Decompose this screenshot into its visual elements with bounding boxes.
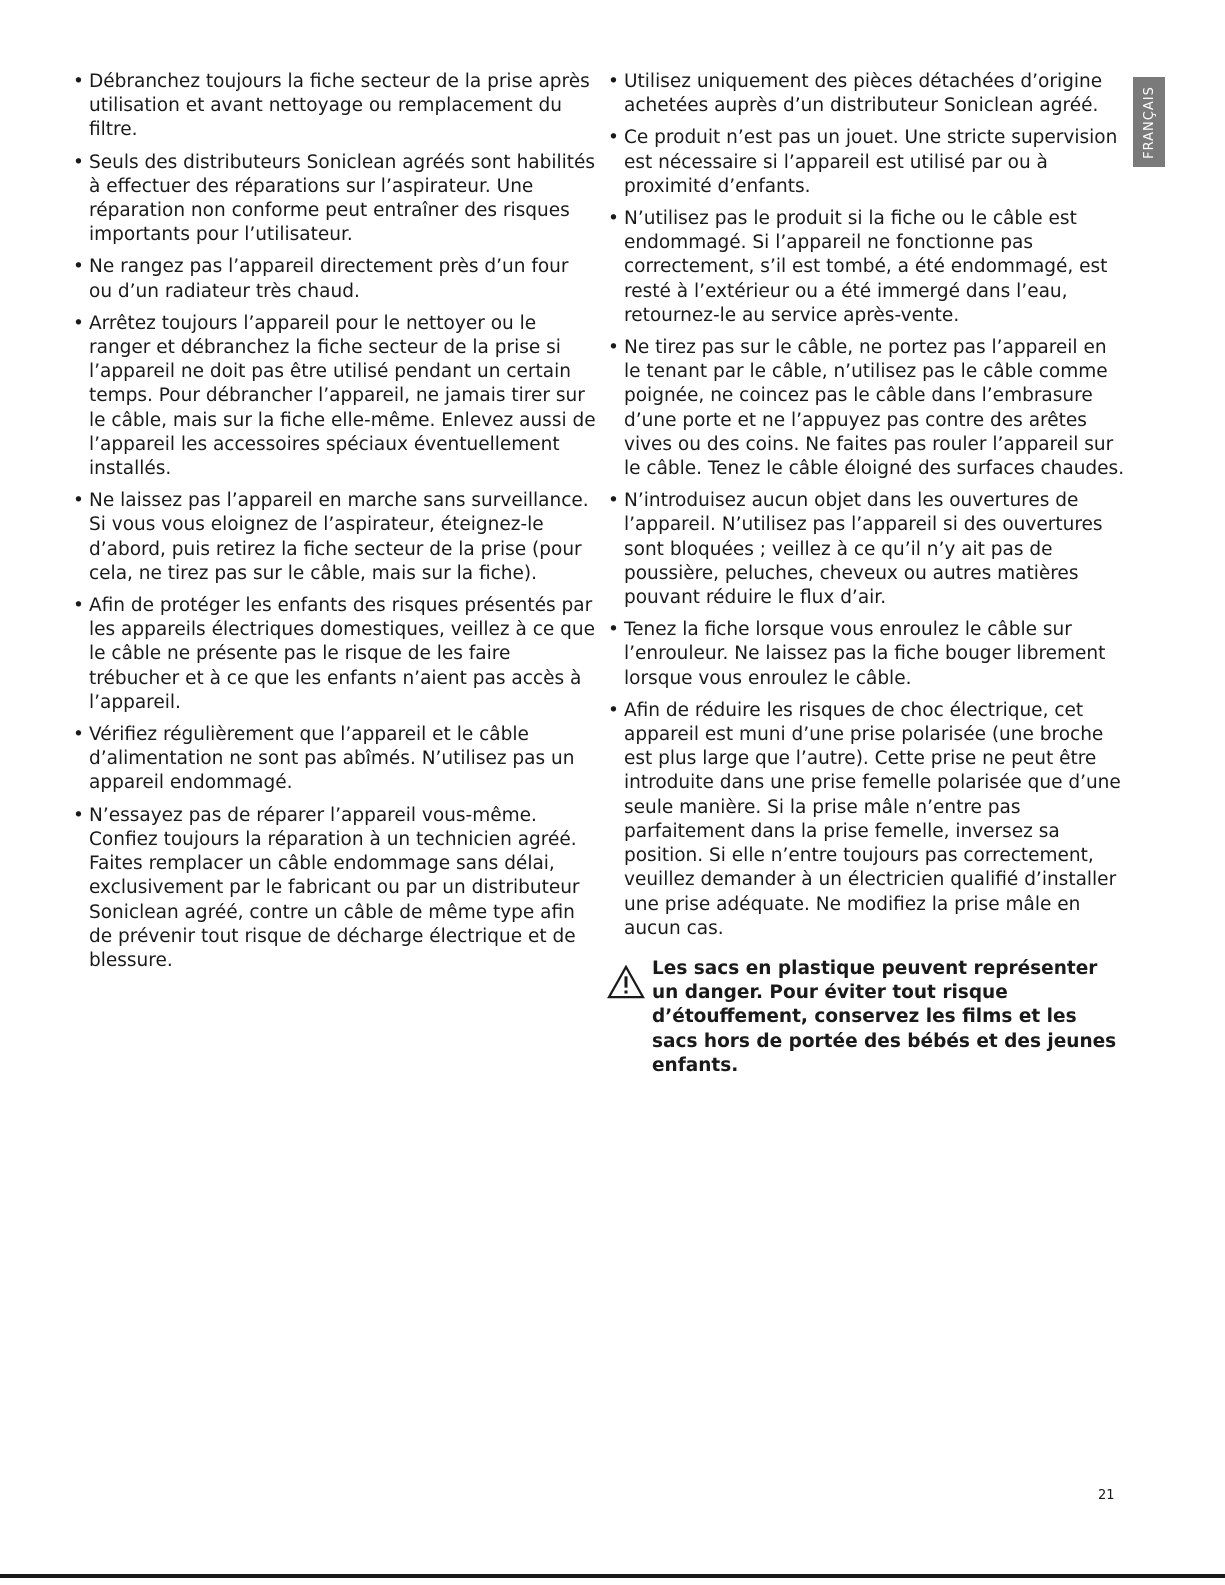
- bottom-rule: [0, 1574, 1225, 1578]
- bullet-item: • Arrêtez toujours l’appareil pour le nettoyer ou le ranger et débranchez la fiche secteur de la prise si l’appareil ne doit pas être utilisé pendant un certain temps. Pour débrancher l’appareil, ne jamais tirer sur le câble, mais sur la fiche elle-même. Enlevez aussi de l’appareil les accessoires spéciaux éventuellement installés.: [72, 312, 597, 481]
- page-number: 21: [1098, 1488, 1115, 1503]
- warning-block: [607, 957, 1127, 1078]
- bullet-item: • Vérifiez régulièrement que l’appareil et le câble d’alimentation ne sont pas abîmés. N’utilisez pas un appareil endommagé.: [72, 723, 597, 796]
- right-bullet-list: [607, 70, 1127, 941]
- bullet-item: • Débranchez toujours la fiche secteur de la prise après utilisation et avant nettoyage ou remplacement du filtre.: [72, 70, 597, 143]
- warning-triangle-icon: [607, 965, 645, 999]
- bullet-item: • N’essayez pas de réparer l’appareil vous-même. Confiez toujours la réparation à un technicien agréé. Faites remplacer un câble endommage sans délai, exclusivement par le fabricant ou par un distributeur Soniclean agréé, contre un câble de même type afin de prévenir tout risque de décharge électrique et de blessure.: [72, 804, 597, 973]
- bullet-item: • Ce produit n’est pas un jouet. Une stricte supervision est nécessaire si l’appareil est utilisé par ou à proximité d’enfants.: [607, 126, 1127, 199]
- bullet-item: • Ne tirez pas sur le câble, ne portez pas l’appareil en le tenant par le câble, n’utilisez pas le câble comme poignée, ne coincez pas le câble dans l’embrasure d’une porte et ne l’appuyez pas contre des arêtes vives ou des coins. Ne faites pas rouler l’appareil sur le câble. Tenez le câble éloigné des surfaces chaudes.: [607, 336, 1127, 481]
- bullet-item: • N’introduisez aucun objet dans les ouvertures de l’appareil. N’utilisez pas l’appareil si des ouvertures sont bloquées ; veillez à ce qu’il n’y ait pas de poussière, peluches, cheveux ou autres matières pouvant réduire le flux d’air.: [607, 489, 1127, 610]
- right-column: [607, 70, 1127, 1078]
- bullet-item: • N’utilisez pas le produit si la fiche ou le câble est endommagé. Si l’appareil ne fonctionne pas correctement, s’il est tombé, a été endommagé, est resté à l’extérieur ou a été immergé dans l’eau, retournez-le au service après-vente.: [607, 207, 1127, 328]
- bullet-item: • Ne rangez pas l’appareil directement près d’un four ou d’un radiateur très chaud.: [72, 255, 597, 303]
- language-tab: [1133, 77, 1165, 167]
- bullet-item: • Tenez la fiche lorsque vous enroulez le câble sur l’enrouleur. Ne laissez pas la fiche bouger librement lorsque vous enroulez le câble.: [607, 618, 1127, 691]
- bullet-item: • Ne laissez pas l’appareil en marche sans surveillance. Si vous vous eloignez de l’aspirateur, éteignez-le d’abord, puis retirez la fiche secteur de la prise (pour cela, ne tirez pas sur le câble, mais sur la fiche).: [72, 489, 597, 586]
- bullet-item: • Utilisez uniquement des pièces détachées d’origine achetées auprès d’un distributeur Soniclean agréé.: [607, 70, 1127, 118]
- left-column: [72, 70, 597, 981]
- bullet-item: • Afin de réduire les risques de choc électrique, cet appareil est muni d’une prise polarisée (une broche est plus large que l’autre). Cette prise ne peut être introduite dans une prise femelle polarisée que d’une seule manière. Si la prise mâle n’entre pas parfaitement dans la prise femelle, inversez sa position. Si elle n’entre toujours pas correctement, veuillez demander à un électricien qualifié d’installer une prise adéquate. Ne modifiez la prise mâle en aucun cas.: [607, 699, 1127, 941]
- bullet-item: • Seuls des distributeurs Soniclean agréés sont habilités à effectuer des réparations sur l’aspirateur. Une réparation non conforme peut entraîner des risques importants pour l’utilisateur.: [72, 151, 597, 248]
- language-tab-label: FRANÇAIS: [1141, 85, 1157, 159]
- warning-text: Les sacs en plastique peuvent représenter un danger. Pour éviter tout risque d’étouffement, conservez les films et les sacs hors de portée des bébés et des jeunes enfants.: [652, 957, 1117, 1076]
- left-bullet-list: [72, 70, 597, 973]
- bullet-item: • Afin de protéger les enfants des risques présentés par les appareils électriques domestiques, veillez à ce que le câble ne présente pas le risque de les faire trébucher et à ce que les enfants n’aient pas accès à l’appareil.: [72, 594, 597, 715]
